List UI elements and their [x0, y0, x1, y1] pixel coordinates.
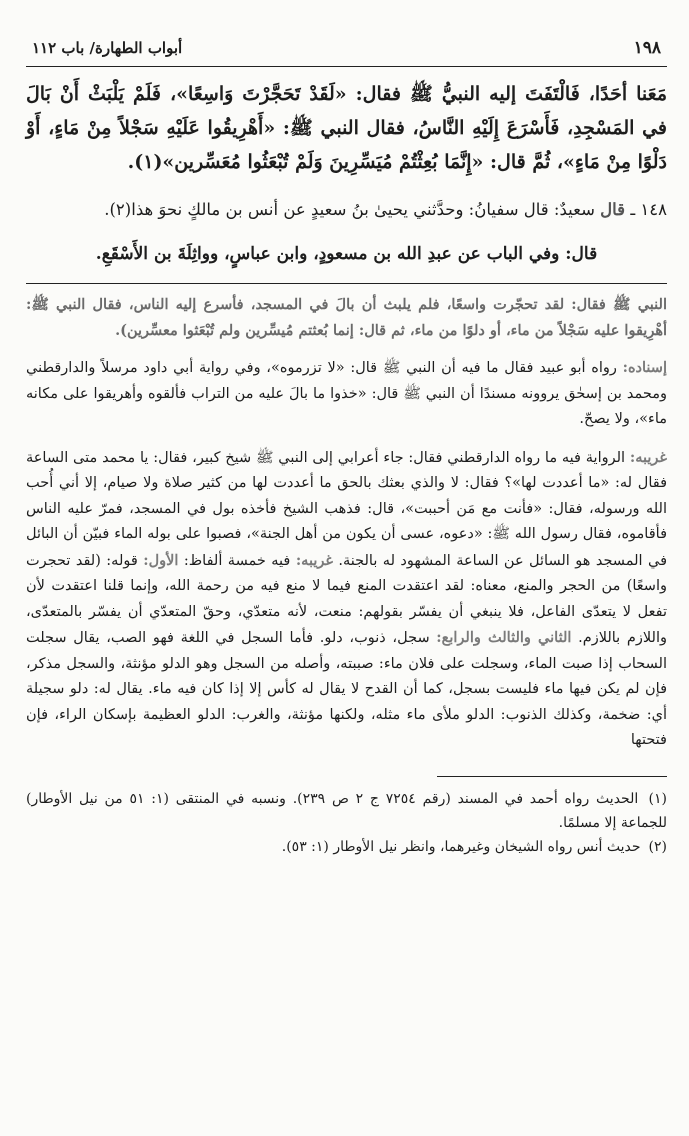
footnotes [26, 787, 667, 859]
first-label: الأول: [143, 551, 179, 569]
gharib-text-1: الرواية فيه ما رواه الدارقطني فقال: جاء أعرابي إلى النبي ﷺ شيخ كبير، فقال: يا محمد متى الساعة فقال له: «ما أعددت لها»؟ فقال: لا والذي بعثك بالحق ما أعددت لها من كثير صلاة ولا صيام، إلا أني أُحب الله ورسوله، فقال: «فأنت مع مَن أحببت»، قال: فذهب الشيخ فأخذه بول في المسجد، فمرّ عليه الناس فأقاموه، فقال رسول الله ﷺ: «دعوه، عسى أن يكون من أهل الجنة»، فصبوا على بوله الماء فبيّن أن البائل في المسجد هو السائل عن الساعة المشهود له بالجنة. [26, 449, 668, 569]
isnad-paragraph [26, 355, 667, 433]
commentary-divider [26, 283, 667, 284]
isnad-label: إسناده: [622, 359, 667, 376]
gharib-text-2: فيه خمسة ألفاظ: [183, 552, 291, 569]
footnote-1 [26, 787, 667, 835]
commentary [26, 292, 667, 754]
hadith-number: ١٤٨ ـ [630, 200, 667, 219]
footnote-2 [26, 835, 667, 859]
hadith-148 [26, 195, 667, 225]
isnad-text: رواه أبو عبيد فقال ما فيه أن النبي ﷺ قال: «لا تزرموه»، وفي رواية أبي داود مرسلاً والدارقطني ومحمد بن إسحٰق يروونه مسندًا أن النبي ﷺ قال: «خذوا ما بالَ عليه من التراب فألقوه وأهريقوا على مكانه ماء»، ولا يصحّ. [26, 360, 667, 427]
hadith-text: مَعَنا أحَدًا، فَالْتَفَتَ إليه النبيُّ ﷺ فقال: «لَقَدْ تَحَجَّرْتَ وَاسِعًا»، فَلَمْ يَلْبَثْ أَنْ بَالَ في المَسْجِدِ، فَأَسْرَعَ إِلَيْهِ النَّاسُ، فقال النبي ﷺ: «أَهْرِيقُوا عَلَيْهِ سَجْلاً مِنْ مَاءٍ، أَوْ دَلْوًا مِنْ مَاءٍ»، ثُمَّ قال: «إِنَّمَا بُعِثْتُمْ مُيَسِّرِينَ وَلَمْ تُبْعَثُوا مُعَسِّرين»(١). [26, 83, 667, 173]
main-text [26, 77, 667, 269]
bab-line: قال: وفي الباب عن عبدِ الله بن مسعودٍ، وابن عباسٍ، وواثِلَةَ بن الأَسْقَعِ. [95, 244, 598, 264]
chapter-title: أبواب الطهارة/ باب ١١٢ [32, 39, 183, 57]
footnote-1-number: (١) [648, 790, 667, 807]
hadith-148-text: سعيدٌ: قال سفيانُ: وحدَّثني يحيىٰ بنُ سعيدٍ عن أنس بن مالكٍ نحوَ هذا(٢). [104, 200, 595, 219]
footnote-1-text: الحديث رواه أحمد في المسند (رقم ٧٢٥٤ ج ٢ ص ٢٣٩). ونسبه في المنتقى (١: ٥١ من نيل الأوطار) للجماعة إلا مسلمًا. [26, 790, 667, 831]
commentary-continuation: النبي ﷺ فقال: لقد تحجّرت واسعًا، فلم يلبث أن بالَ في المسجد، فأسرع إليه الناس، فقال النبي ﷺ: أهْرِيقوا عليه سَجْلاً من ماء، أو دلوًا من ماء، ثم قال: إنما بُعثتم مُيسِّرين ولم تُبْعَثوا معسِّرين). [26, 296, 667, 339]
gharib-label-2: غريبه: [295, 551, 333, 569]
second-label: الثاني والثالث والرابع: [436, 629, 572, 646]
page-number: ١٩٨ [633, 38, 661, 58]
footnote-2-text: حديث أنس رواه الشيخان وغيرهما، وانظر نيل الأوطار (١: ٥٣). [281, 838, 641, 855]
running-header [26, 30, 667, 67]
footnote-2-number: (٢) [648, 838, 667, 855]
footnote-rule [437, 776, 667, 777]
book-page [0, 30, 689, 1136]
gharib-text-4: سجل، ذنوب، دلو. فأما السجل في اللغة فهو الصب، يقال سجلت السحاب إذا صبت الماء، وسجلت على فلان ماء: صببته، وأصله من السجل وهو الدلو مؤنثة، والسجل مذكر، فإن لم يكن فيها ماء فليست بسجل، كما أن القدح لا يقال له كأس إلا إذا كان فيه ماء. يقال له: دلو سجيلة أي: ضخمة، وكذلك الذنوب: الدلو ملأى ماء مثله، ولكنها مؤنثة، والغرب: الدلو العظيمة بإسكان الراء، فإن فتحتها [26, 630, 667, 748]
gharib-text-3: قوله: (لقد تحجرت واسعًا) من الحجر والمنع، معناه: لقد اعتقدت المنع فيما لا منع فيه من رحمة الله، وإنما قلنا اعتقدت لأن تفعل لا يتعدّى الفاعل، فلا ينبغي أن يفسّر بقولهم: منعت، لأنه متعدّي، وحقّ المتعدّي أن يفسّر بالمتعدّى، واللازم باللازم. [26, 552, 667, 646]
gharib-paragraph [26, 445, 667, 754]
qala-word: قال [600, 200, 626, 219]
gharib-label: غريبه: [629, 448, 668, 466]
